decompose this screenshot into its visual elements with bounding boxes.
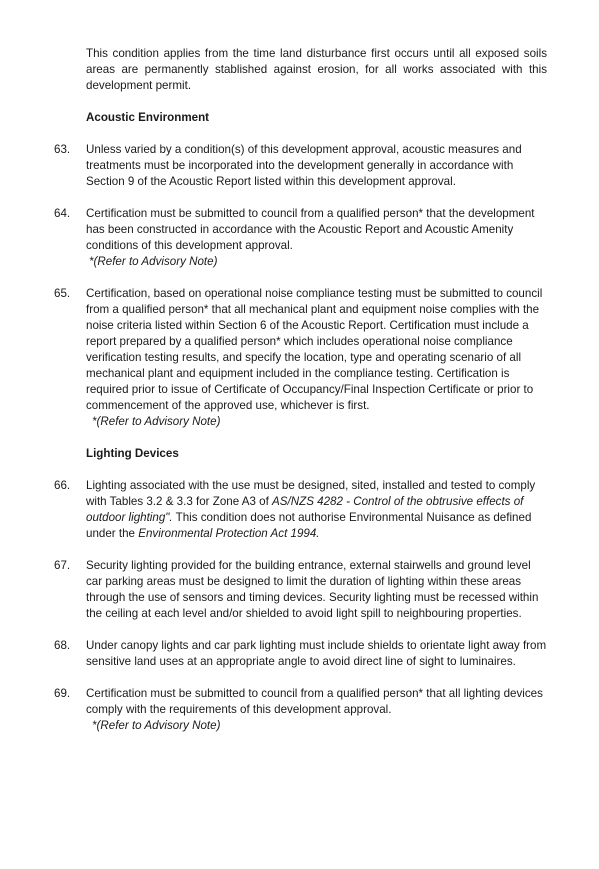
condition-64 — [54, 206, 547, 270]
condition-text: Certification must be submitted to council from a qualified person* that the development has been constructed in accordance with the Acoustic Report and Acoustic Amenity conditions of this development approval. — [86, 207, 535, 252]
condition-number: 63. — [54, 143, 71, 156]
condition-number: 67. — [54, 559, 71, 572]
condition-number: 68. — [54, 639, 71, 652]
act-title: Environmental Protection Act 1994. — [138, 527, 320, 540]
condition-number: 66. — [54, 479, 71, 492]
condition-67 — [54, 558, 547, 622]
condition-text-part: Lighting associated with the use must be designed, sited, installed and tested to comply with Tables 3.2 & 3.3 for Zone A3 of — [86, 479, 536, 508]
advisory-note: *(Refer to Advisory Note) — [89, 255, 218, 268]
condition-68 — [54, 638, 547, 670]
advisory-note: *(Refer to Advisory Note) — [92, 719, 221, 732]
condition-text — [86, 478, 547, 542]
condition-number: 64. — [54, 207, 71, 220]
condition-text-part: This condition does not authorise Environmental Nuisance as defined under the — [86, 511, 532, 540]
condition-number: 69. — [54, 687, 71, 700]
condition-text: Under canopy lights and car park lighting must include shields to orientate light away from sensitive land uses at an appropriate angle to avoid direct line of sight to luminaires. — [86, 639, 547, 668]
condition-63 — [54, 142, 547, 190]
condition-text: Certification, based on operational noise compliance testing must be submitted to council from a qualified person* that all mechanical plant and equipment noise complies with the noise criteria listed within Section 6 of the Acoustic Report. Certification must include a report prepared by a qualified person* which includes operational noise compliance verification testing results, and specify the location, type and operating scenario of all mechanical plant and equipment included in the compliance testing. Certification is required prior to issue of Certificate of Occupancy/Final Inspection Certificate or prior to commencement of the approved use, whichever is first. — [86, 287, 543, 412]
intro-paragraph: This condition applies from the time land disturbance first occurs until all exposed soils areas are permanently stablished against erosion, for all works associated with this development permit. — [86, 47, 547, 92]
section-heading-acoustic: Acoustic Environment — [86, 111, 210, 124]
condition-66 — [54, 478, 547, 542]
condition-65 — [54, 286, 547, 430]
condition-text: Unless varied by a condition(s) of this development approval, acoustic measures and treatments must be incorporated into the development generally in accordance with Section 9 of the Acoustic Report listed within this development approval. — [86, 143, 522, 188]
advisory-note: *(Refer to Advisory Note) — [92, 415, 221, 428]
standard-title: AS/NZS 4282 - Control of the obtrusive effects of outdoor lighting". — [86, 495, 524, 524]
condition-number: 65. — [54, 287, 71, 300]
condition-69 — [54, 686, 547, 734]
condition-text: Security lighting provided for the building entrance, external stairwells and ground level car parking areas must be designed to limit the duration of lighting within these areas through the use of sensors and timing devices. Security lighting must be recessed within the ceiling at each level and/or shielded to avoid light spill to neighbouring properties. — [86, 559, 539, 620]
section-heading-lighting: Lighting Devices — [86, 447, 179, 460]
condition-text: Certification must be submitted to council from a qualified person* that all lighting devices comply with the requirements of this development approval. — [86, 687, 543, 716]
